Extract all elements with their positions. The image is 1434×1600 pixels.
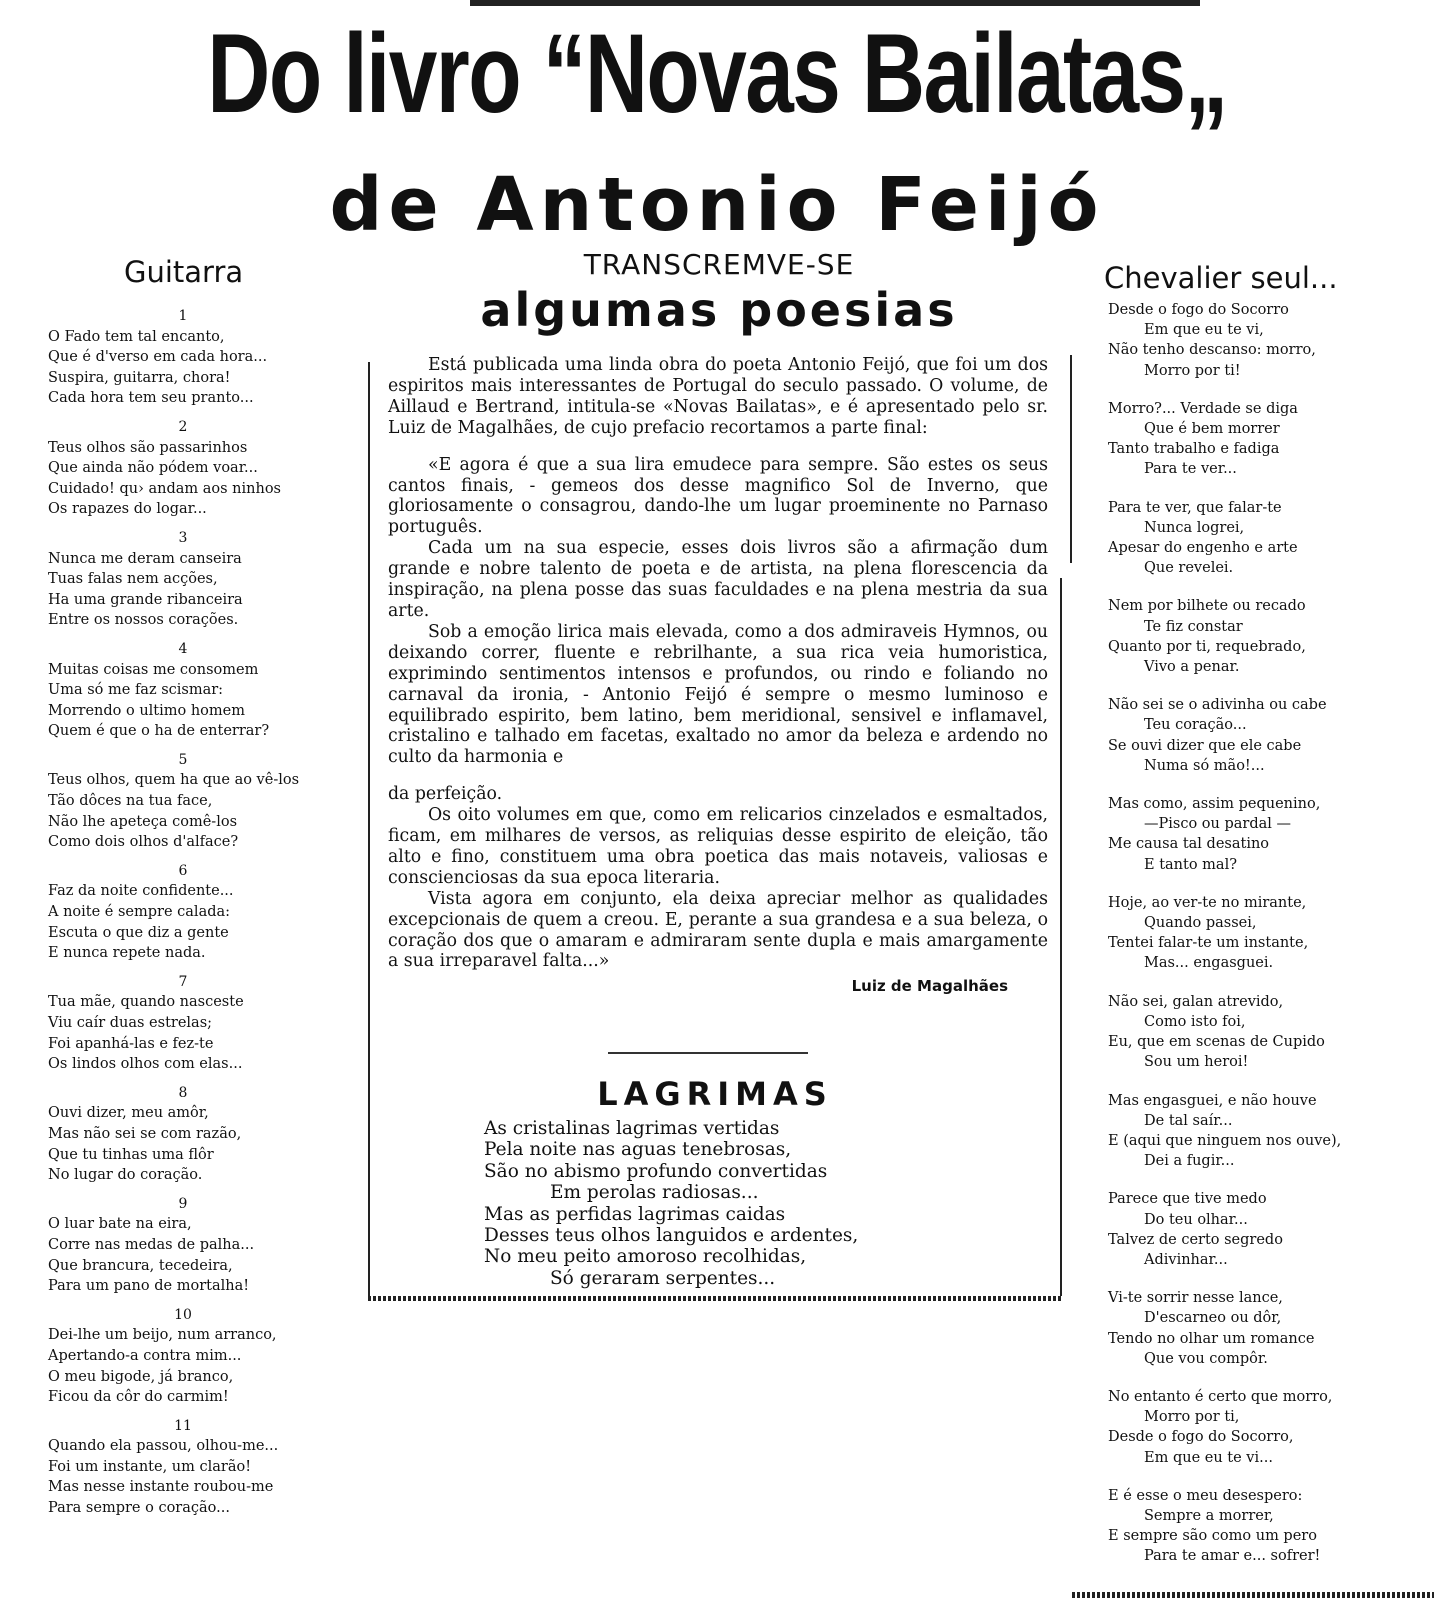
verse-line: Te fiz constar bbox=[1144, 618, 1243, 635]
verse-line: Talvez de certo segredo bbox=[1108, 1231, 1283, 1248]
verse-line: Desde o fogo do Socorro bbox=[1108, 302, 1289, 318]
verse-line: Como isto foi, bbox=[1144, 1013, 1246, 1030]
verse-line: Para sempre o coração... bbox=[48, 1500, 230, 1517]
verse-line: Em que eu te vi, bbox=[1144, 322, 1264, 339]
right-column-poem bbox=[1108, 300, 1408, 1585]
left-column-title: Guitarra bbox=[124, 255, 244, 289]
right-column-title: Chevalier seul... bbox=[1104, 261, 1338, 295]
verse-line: Apesar do engenho e arte bbox=[1108, 540, 1298, 557]
verse-line: Tua mãe, quando nasceste bbox=[48, 994, 244, 1011]
verse-line: Para um pano de mortalha! bbox=[48, 1278, 250, 1295]
article-body bbox=[388, 355, 1048, 997]
verse-line: Pela noite nas aguas tenebrosas, bbox=[484, 1139, 792, 1161]
verse-line: As cristalinas lagrimas vertidas bbox=[484, 1118, 780, 1139]
stanza bbox=[48, 881, 338, 963]
verse-line: Para te ver... bbox=[1144, 461, 1237, 478]
stanza bbox=[1108, 596, 1408, 677]
stanza bbox=[48, 1103, 338, 1185]
stanza bbox=[1108, 1387, 1408, 1468]
verse-line: Eu, que em scenas de Cupido bbox=[1108, 1034, 1325, 1051]
verse-line: Sou um heroi! bbox=[1144, 1054, 1249, 1071]
verse-line: Tão dôces na tua face, bbox=[48, 793, 213, 810]
verse-line: Só geraram serpentes... bbox=[550, 1267, 776, 1289]
top-rule bbox=[470, 0, 1200, 6]
verse-line: Desses teus olhos languidos e ardentes, bbox=[484, 1225, 859, 1247]
verse-line: Quando ela passou, olhou-me... bbox=[48, 1438, 279, 1455]
article-paragraph: da perfeição. bbox=[388, 784, 503, 805]
verse-line: Tuas falas nem acções, bbox=[48, 571, 218, 588]
stanza bbox=[1108, 794, 1408, 875]
stanza bbox=[1108, 1288, 1408, 1369]
verse-line: E sempre são como um pero bbox=[1108, 1528, 1317, 1545]
verse-line: Para te ver, que falar-te bbox=[1108, 499, 1282, 516]
stanza bbox=[48, 1214, 338, 1296]
deck: algumas poesias bbox=[480, 283, 958, 337]
verse-line: Desde o fogo do Socorro, bbox=[1108, 1429, 1294, 1446]
verse-line: Apertando-a contra mim... bbox=[48, 1347, 242, 1364]
stanza bbox=[48, 438, 338, 520]
verse-line: Vi-te sorrir nesse lance, bbox=[1108, 1290, 1283, 1307]
stanza bbox=[48, 327, 338, 409]
verse-line: Ouvi dizer, meu amôr, bbox=[48, 1105, 209, 1122]
verse-line: Foi apanhá-las e fez-te bbox=[48, 1035, 214, 1052]
left-column-poem bbox=[48, 306, 338, 1527]
box-rule-right-lower bbox=[1060, 578, 1062, 1298]
verse-line: Vivo a penar. bbox=[1144, 659, 1240, 676]
verse-line: Quanto por ti, requebrado, bbox=[1108, 638, 1306, 655]
stanza-number: 7 bbox=[178, 973, 188, 990]
divider-rule bbox=[608, 1052, 808, 1054]
stanza-number: 11 bbox=[174, 1417, 192, 1434]
stanza bbox=[48, 549, 338, 631]
stanza bbox=[48, 992, 338, 1074]
verse-line: Sempre a morrer, bbox=[1144, 1507, 1274, 1524]
verse-line: Mas não sei se com razão, bbox=[48, 1125, 242, 1142]
verse-line: Nem por bilhete ou recado bbox=[1108, 598, 1306, 615]
verse-line: Muitas coisas me consomem bbox=[48, 661, 259, 678]
stanza bbox=[1108, 695, 1408, 776]
verse-line: Nunca logrei, bbox=[1144, 519, 1245, 536]
poem-title-lagrimas: LAGRIMAS bbox=[597, 1075, 833, 1113]
center-header bbox=[360, 245, 1078, 337]
stanza-number: 9 bbox=[178, 1195, 188, 1212]
verse-line: Morro por ti! bbox=[1144, 362, 1241, 379]
verse-line: Mas as perfidas lagrimas caidas bbox=[484, 1203, 786, 1225]
verse-line: Morro por ti, bbox=[1144, 1409, 1240, 1426]
verse-line: Numa só mão!... bbox=[1144, 757, 1265, 774]
verse-line: Tendo no olhar um romance bbox=[1108, 1330, 1315, 1347]
verse-line: Hoje, ao ver-te no mirante, bbox=[1108, 894, 1307, 911]
verse-line: Morrendo o ultimo homem bbox=[48, 702, 245, 719]
poem-lagrimas bbox=[484, 1118, 1044, 1289]
stanza-number: 3 bbox=[178, 529, 188, 546]
verse-line: D'escarneo ou dôr, bbox=[1144, 1310, 1282, 1327]
stanza bbox=[48, 1436, 338, 1518]
verse-line: Ficou da côr do carmim! bbox=[48, 1389, 229, 1406]
verse-line: Quem é que o ha de enterrar? bbox=[48, 723, 270, 740]
article-paragraph: Está publicada uma linda obra do poeta Antonio Feijó, que foi um dos espiritos mais interessantes de Portugal do seculo passado. O volume, de Aillaud e Bertrand, intitula-se «Novas Bailatas», e é apresentado pelo sr. Luiz de Magalhães, de cujo prefacio recortamos a parte final: bbox=[388, 355, 1048, 438]
kicker: TRANSCREMVE-SE bbox=[583, 248, 855, 281]
verse-line: O Fado tem tal encanto, bbox=[48, 328, 225, 345]
article-paragraph: Cada um na sua especie, esses dois livros são a afirmação dum grande e nobre talento de poeta e de artista, na plena florescencia da inspiração, na plena posse das suas faculdades e na plena mestria da sua arte. bbox=[388, 538, 1048, 621]
stanza-number: 6 bbox=[178, 862, 188, 879]
signature: Luiz de Magalhães bbox=[851, 977, 1008, 996]
stanza-number: 5 bbox=[178, 751, 188, 768]
verse-line: Como dois olhos d'alface? bbox=[48, 834, 239, 851]
verse-line: Tentei falar-te um instante, bbox=[1108, 935, 1309, 952]
verse-line: Em que eu te vi... bbox=[1144, 1449, 1273, 1466]
verse-line: Não tenho descanso: morro, bbox=[1108, 342, 1316, 359]
verse-line: Faz da noite confidente... bbox=[48, 883, 234, 900]
verse-line: Quando passei, bbox=[1144, 915, 1257, 932]
verse-line: E tanto mal? bbox=[1144, 856, 1237, 873]
verse-line: Dei a fugir... bbox=[1144, 1153, 1235, 1170]
stanza bbox=[48, 660, 338, 742]
stanza-number: 10 bbox=[174, 1306, 192, 1323]
verse-line: Dei-lhe um beijo, num arranco, bbox=[48, 1327, 277, 1344]
verse-line: Que vou compôr. bbox=[1144, 1350, 1268, 1367]
verse-line: Que revelei. bbox=[1144, 560, 1234, 577]
verse-line: No entanto é certo que morro, bbox=[1108, 1388, 1333, 1405]
verse-line: O luar bate na eira, bbox=[48, 1216, 192, 1233]
verse-line: Tanto trabalho e fadiga bbox=[1108, 441, 1280, 458]
verse-line: Teus olhos, quem ha que ao vê-los bbox=[48, 772, 300, 789]
verse-line: Que brancura, tecedeira, bbox=[48, 1257, 233, 1274]
verse-line: Para te amar e... sofrer! bbox=[1144, 1548, 1321, 1565]
stanza bbox=[1108, 992, 1408, 1073]
verse-line: Foi um instante, um clarão! bbox=[48, 1458, 252, 1475]
stanza-number: 2 bbox=[178, 418, 188, 435]
verse-line: Ha uma grande ribanceira bbox=[48, 591, 243, 608]
stanza bbox=[1108, 1189, 1408, 1270]
article-paragraph: Os oito volumes em que, como em relicarios cinzelados e esmaltados, ficam, em milhares de versos, as reliquias desse espirito de eleição, tão alto e fino, constituem uma obra poetica das mais notaveis, valiosas e conscienciosas da sua epoca literaria. bbox=[388, 805, 1048, 888]
article-paragraph: Vista agora em conjunto, ela deixa apreciar melhor as qualidades excepcionais de quem a creou. E, perante a sua grandesa e a sua beleza, o coração dos que o amaram e admiraram sente dupla e mais amargamente a sua irreparavel falta...» bbox=[388, 888, 1048, 972]
verse-line: Os rapazes do logar... bbox=[48, 501, 207, 518]
stanza bbox=[48, 1325, 338, 1407]
verse-line: E (aqui que ninguem nos ouve), bbox=[1108, 1132, 1342, 1149]
verse-line: Que é bem morrer bbox=[1144, 421, 1280, 438]
verse-line: E é esse o meu desespero: bbox=[1108, 1487, 1303, 1504]
verse-line: Que tu tinhas uma flôr bbox=[48, 1146, 214, 1163]
verse-line: Cada hora tem seu pranto... bbox=[48, 390, 254, 407]
verse-line: Parece que tive medo bbox=[1108, 1191, 1267, 1208]
verse-line: Adivinhar... bbox=[1144, 1251, 1228, 1268]
stanza bbox=[1108, 1486, 1408, 1567]
verse-line: Em perolas radiosas... bbox=[550, 1182, 759, 1204]
verse-line: Teu coração... bbox=[1144, 717, 1247, 734]
article-paragraph: Sob a emoção lirica mais elevada, como a dos admiraveis Hymnos, ou deixando correr, fluente e rebrilhante, a sua rica veia humoristica, exprimindo sentimentos intensos e profundos, ou rindo e foliando no carnaval da ironia, - Antonio Feijó é sempre o mesmo luminoso e equilibrado espirito, bem latino, bem meridional, sensivel e inflamavel, cristalino e talhado em facetas, exaltado no amor da beleza e ardendo no culto da harmonia e bbox=[388, 621, 1048, 768]
verse-line: O meu bigode, já branco, bbox=[48, 1368, 234, 1385]
headline-title: Do livro “Novas Bailatas„ bbox=[207, 11, 1227, 136]
verse-line: Cuidado! qu› andam aos ninhos bbox=[48, 480, 281, 497]
stanza bbox=[1108, 300, 1408, 381]
box-rule-right bbox=[1070, 355, 1072, 563]
stanza bbox=[1108, 893, 1408, 974]
verse-line: Morro?... Verdade se diga bbox=[1108, 400, 1298, 417]
stanza bbox=[1108, 399, 1408, 480]
verse-line: Do teu olhar... bbox=[1144, 1211, 1248, 1228]
verse-line: Suspira, guitarra, chora! bbox=[48, 369, 231, 386]
verse-line: Mas nesse instante roubou-me bbox=[48, 1479, 274, 1496]
stanza-number: 1 bbox=[178, 308, 188, 324]
verse-line: Que é d'verso em cada hora... bbox=[48, 349, 268, 366]
verse-line: A noite é sempre calada: bbox=[48, 904, 231, 921]
verse-line: Se ouvi dizer que ele cabe bbox=[1108, 737, 1302, 754]
stanza-number: 8 bbox=[178, 1084, 188, 1101]
verse-line: São no abismo profundo convertidas bbox=[484, 1160, 828, 1182]
verse-line: Viu caír duas estrelas; bbox=[48, 1015, 213, 1031]
right-rule-bottom bbox=[1072, 1592, 1434, 1598]
stanza bbox=[48, 770, 338, 852]
verse-line: Que ainda não pódem voar... bbox=[48, 460, 258, 477]
verse-line: —Pisco ou pardal — bbox=[1144, 816, 1292, 833]
verse-line: No lugar do coração. bbox=[48, 1167, 203, 1184]
stanza bbox=[1108, 1091, 1408, 1172]
verse-line: Não lhe apeteça comê-los bbox=[48, 813, 238, 830]
verse-line: Não sei, galan atrevido, bbox=[1108, 993, 1284, 1010]
article-paragraph: «E agora é que a sua lira emudece para sempre. São estes os seus cantos finais, - gemeos dos desse magnifico Sol de Inverno, que gloriosamente o consagrou, dando-lhe um lugar proeminente no Parnaso português. bbox=[388, 454, 1048, 538]
verse-line: Mas engasguei, e não houve bbox=[1108, 1092, 1317, 1109]
verse-line: E nunca repete nada. bbox=[48, 945, 206, 962]
box-rule-bottom bbox=[368, 1296, 1062, 1301]
verse-line: De tal saír... bbox=[1144, 1112, 1233, 1129]
verse-line: Uma só me faz scismar: bbox=[48, 682, 224, 699]
verse-line: Entre os nossos corações. bbox=[48, 612, 239, 629]
verse-line: Me causa tal desatino bbox=[1108, 836, 1270, 853]
verse-line: Nunca me deram canseira bbox=[48, 550, 242, 567]
verse-line: Mas como, assim pequenino, bbox=[1108, 796, 1321, 813]
box-rule-left bbox=[368, 362, 370, 1297]
verse-line: Escuta o que diz a gente bbox=[48, 924, 229, 941]
verse-line: Não sei se o adivinha ou cabe bbox=[1108, 697, 1327, 714]
verse-line: Teus olhos são passarinhos bbox=[48, 439, 248, 456]
headline-subtitle: de Antonio Feijó bbox=[329, 162, 1105, 248]
verse-line: Os lindos olhos com elas... bbox=[48, 1056, 243, 1073]
verse-line: Mas... engasguei. bbox=[1144, 955, 1274, 972]
verse-line: Corre nas medas de palha... bbox=[48, 1236, 255, 1253]
stanza bbox=[1108, 498, 1408, 579]
verse-line: No meu peito amoroso recolhidas, bbox=[484, 1246, 807, 1268]
stanza-number: 4 bbox=[178, 640, 188, 657]
